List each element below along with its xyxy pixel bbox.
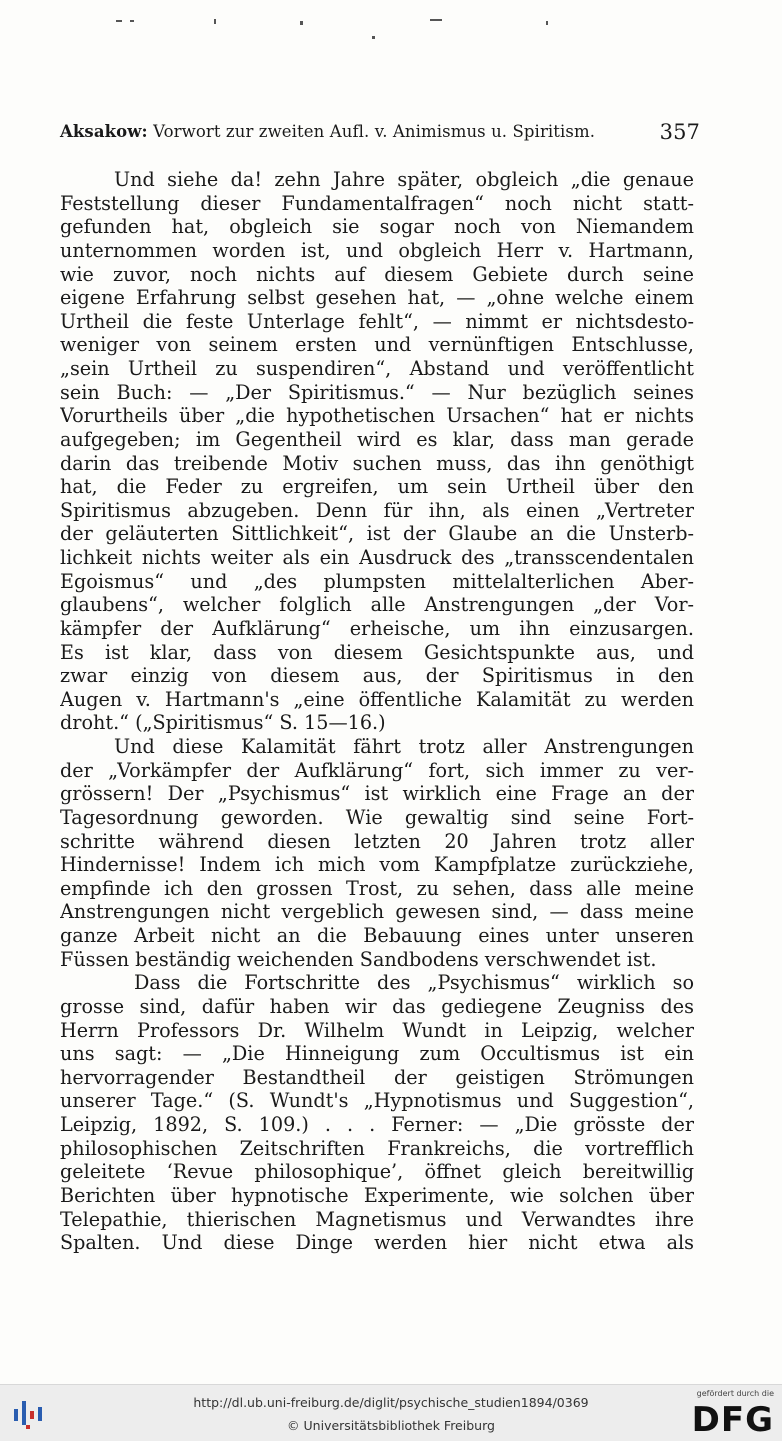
speck xyxy=(372,36,375,39)
text-line: der „Vorkämpfer der Aufklärung“ fort, sich immer zu ver- xyxy=(60,758,694,782)
text-line: lichkeit nichts weiter als ein Ausdruck des „transscendentalen xyxy=(60,546,694,569)
body-text xyxy=(60,168,694,1255)
text-line: hat, die Feder zu ergreifen, um sein Urtheil über den xyxy=(60,475,694,499)
text-line: droht.“ („Spiritismus“ S. 15—16.) xyxy=(60,711,386,735)
text-line: Egoismus“ und „des plumpsten mittelalterlichen Aber- xyxy=(60,569,694,593)
text-line: „sein Urtheil zu suspendiren“, Abstand und veröffentlicht xyxy=(60,357,694,380)
speck xyxy=(430,19,442,21)
speck xyxy=(300,21,303,25)
copyright-notice: © Universitätsbibliothek Freiburg xyxy=(287,1418,495,1433)
speck xyxy=(214,19,216,24)
text-line: Und diese Kalamität fährt trotz aller Anstrengungen xyxy=(114,735,694,758)
speck xyxy=(130,20,134,22)
text-line: gefunden hat, obgleich sie sogar noch von Niemandem xyxy=(60,215,694,239)
text-line: Berichten über hypnotische Experimente, wie solchen über xyxy=(60,1183,694,1207)
text-line: Es ist klar, dass von diesem Gesichtspunkte aus, und xyxy=(60,640,694,664)
text-line: kämpfer der Aufklärung“ erheische, um ihn einzusargen. xyxy=(60,616,694,640)
text-line: zwar einzig von diesem aus, der Spiritismus in den xyxy=(60,664,694,688)
text-line: Anstrengungen nicht vergeblich gewesen sind, — dass meine xyxy=(60,900,694,924)
text-line: Spiritismus abzugeben. Denn für ihn, als einen „Vertreter xyxy=(60,498,694,522)
text-line: darin das treibende Motiv suchen muss, das ihn genöthigt xyxy=(60,451,694,475)
text-line: Und siehe da! zehn Jahre später, obgleich „die genaue xyxy=(114,168,694,191)
text-line: philosophischen Zeitschriften Frankreichs, die vortrefflich xyxy=(60,1136,694,1160)
text-line: sein Buch: — „Der Spiritismus.“ — Nur bezüglich seines xyxy=(60,380,694,404)
text-line: empfinde ich den grossen Trost, zu sehen, dass alle meine xyxy=(60,876,694,900)
source-url[interactable]: http://dl.ub.uni-freiburg.de/diglit/psychische_studien1894/0369 xyxy=(193,1395,589,1410)
text-line: Dass die Fortschritte des „Psychismus“ wirklich so xyxy=(134,971,694,995)
text-line: geleitete ‘Revue philosophique’, öffnet gleich bereitwillig xyxy=(60,1160,694,1184)
scan-specks xyxy=(0,14,782,44)
text-line: ganze Arbeit nicht an die Bebauung eines unter unseren xyxy=(60,924,694,947)
dfg-tagline: gefördert durch die xyxy=(696,1389,774,1398)
text-line: Vorurtheils über „die hypothetischen Ursachen“ hat er nichts xyxy=(60,404,694,428)
header-title xyxy=(60,122,595,141)
running-header xyxy=(60,118,700,148)
text-line: der geläuterten Sittlichkeit“, ist der Glaube an die Unsterb- xyxy=(60,522,694,546)
text-line: Füssen beständig weichenden Sandbodens verschwendet ist. xyxy=(60,947,657,971)
page-number: 357 xyxy=(659,120,700,144)
text-line: Augen v. Hartmann's „eine öffentliche Kalamität zu werden xyxy=(60,687,694,711)
header-work-title: Vorwort zur zweiten Aufl. v. Animismus u. Spiritism. xyxy=(147,122,596,141)
text-line: grössern! Der „Psychismus“ ist wirklich eine Frage an der xyxy=(60,782,694,806)
text-line: glaubens“, welcher folglich alle Anstrengungen „der Vor- xyxy=(60,593,694,617)
text-line: Tagesordnung geworden. Wie gewaltig sind seine Fort- xyxy=(60,805,694,829)
text-line: unternommen worden ist, und obgleich Herr v. Hartmann, xyxy=(60,238,694,262)
text-line: Spalten. Und diese Dinge werden hier nicht etwa als xyxy=(60,1231,694,1255)
text-line: aufgegeben; im Gegentheil wird es klar, dass man gerade xyxy=(60,427,694,451)
text-line: Urtheil die feste Unterlage fehlt“, — nimmt er nichtsdesto- xyxy=(60,309,694,333)
speck xyxy=(546,21,548,25)
text-line: hervorragender Bestandtheil der geistigen Strömungen xyxy=(60,1065,694,1089)
text-line: eigene Erfahrung selbst gesehen hat, — „ohne welche einem xyxy=(60,286,694,310)
text-line: weniger von seinem ersten und vernünftigen Entschlusse, xyxy=(60,333,694,357)
text-line: uns sagt: — „Die Hinneigung zum Occultismus ist ein xyxy=(60,1042,694,1066)
text-line: schritte während diesen letzten 20 Jahren trotz aller xyxy=(60,829,694,853)
text-line: Herrn Professors Dr. Wilhelm Wundt in Leipzig, welcher xyxy=(60,1018,694,1042)
viewer-footer xyxy=(0,1384,782,1441)
text-line: Leipzig, 1892, S. 109.) . . . Ferner: — „Die grösste der xyxy=(60,1113,694,1136)
speck xyxy=(116,20,122,22)
text-line: grosse sind, dafür haben wir das gediegene Zeugniss des xyxy=(60,994,694,1018)
text-line: wie zuvor, noch nichts auf diesem Gebiete durch seine xyxy=(60,262,694,286)
text-line: Hindernisse! Indem ich mich vom Kampfplatze zurückziehe, xyxy=(60,853,694,877)
dfg-wordmark: DFG xyxy=(691,1400,774,1440)
text-line: unserer Tage.“ (S. Wundt's „Hypnotismus und Suggestion“, xyxy=(60,1089,694,1113)
text-line: Feststellung dieser Fundamentalfragen“ noch nicht statt- xyxy=(60,191,694,215)
dfg-logo xyxy=(684,1389,774,1440)
header-author: Aksakow: xyxy=(60,122,148,141)
text-line: Telepathie, thierischen Magnetismus und Verwandtes ihre xyxy=(60,1207,694,1231)
